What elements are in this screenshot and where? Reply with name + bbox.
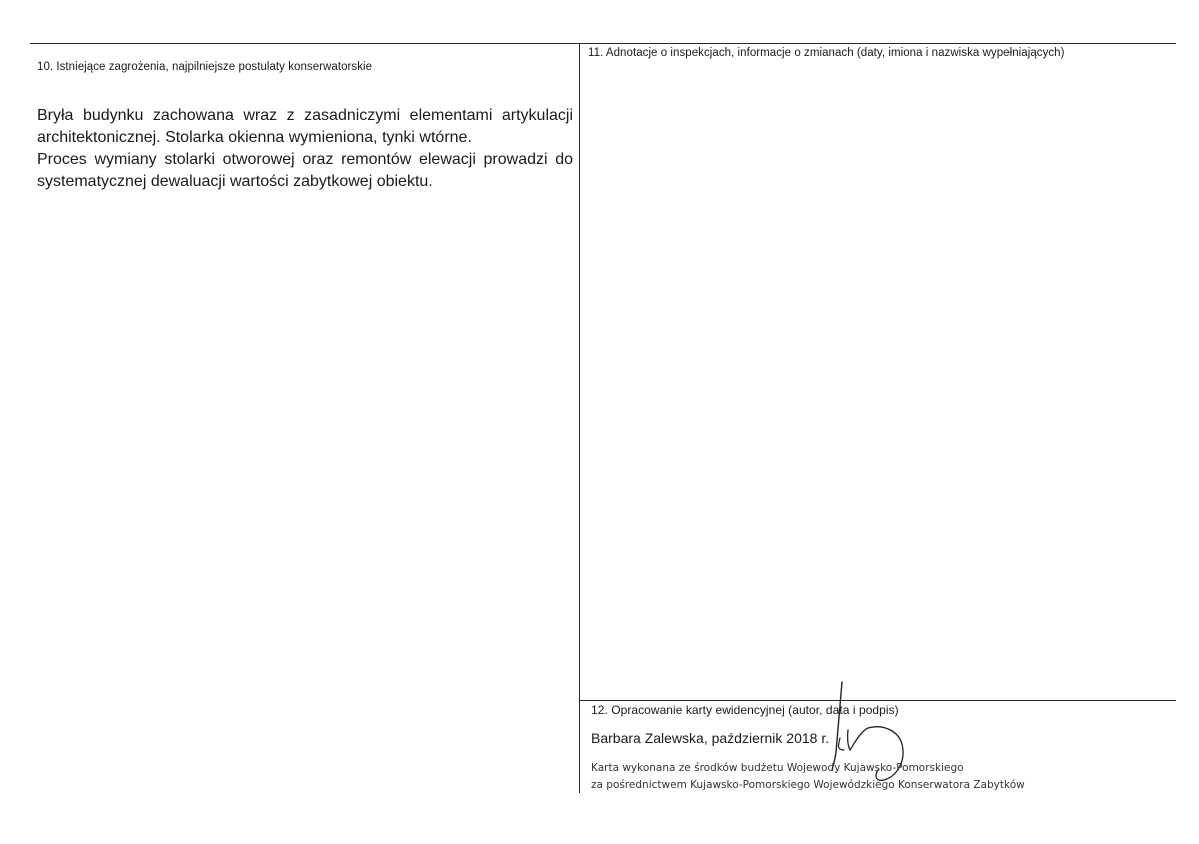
section-12-label: 12. Opracowanie karty ewidencyjnej (autor, data i podpis) xyxy=(591,703,899,717)
section-10-paragraph: Bryła budynku zachowana wraz z zasadniczymi elementami artykulacji architektonicznej. Stolarka okienna wymieniona, tynki wtórne. xyxy=(37,107,573,146)
section-10-body xyxy=(37,105,573,193)
section-10-paragraph: Proces wymiany stolarki otworowej oraz remontów elewacji prowadzi do systematycznej dewaluacji wartości zabytkowej obiektu. xyxy=(37,151,573,190)
funding-note-line: Karta wykonana ze środków budżetu Wojewody Kujawsko-Pomorskiego xyxy=(591,762,964,774)
section-10-label: 10. Istniejące zagrożenia, najpilniejsze postulaty konserwatorskie xyxy=(37,61,373,73)
section-12-divider-line xyxy=(579,700,1176,701)
column-divider-line xyxy=(579,43,580,793)
top-divider-line xyxy=(30,43,1176,44)
funding-note-line: za pośrednictwem Kujawsko-Pomorskiego Wojewódzkiego Konserwatora Zabytków xyxy=(591,779,1025,791)
author-line: Barbara Zalewska, październik 2018 r. xyxy=(591,730,830,746)
section-11-label: 11. Adnotacje o inspekcjach, informacje o zmianach (daty, imiona i nazwiska wypełniających) xyxy=(588,47,1065,59)
